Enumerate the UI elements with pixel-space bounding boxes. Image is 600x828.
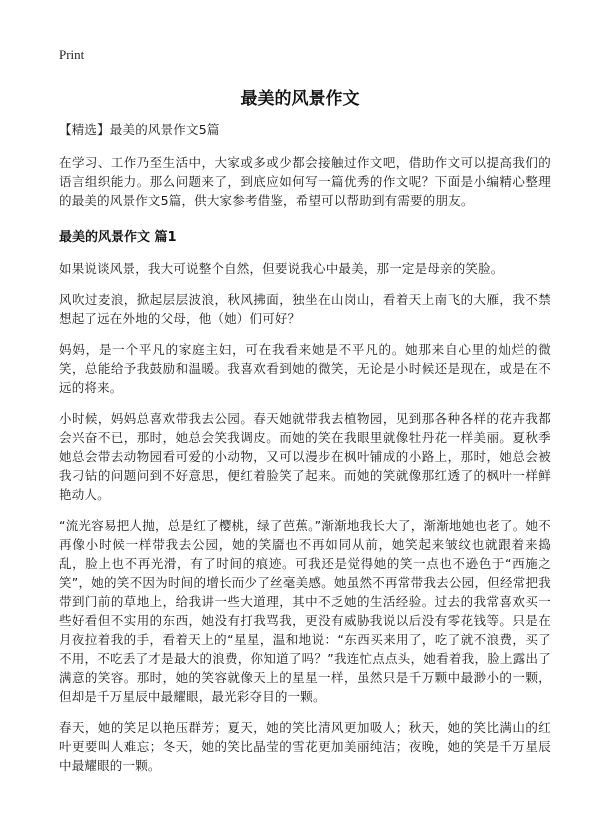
- paragraph-3: 妈妈，是一个平凡的家庭主妇，可在我看来她是不平凡的。她那来自心里的灿烂的微笑，总能给予我鼓励和温暖。我喜欢看到她的微笑，无论是小时候还是现在，或是在不远的将来。: [59, 342, 551, 395]
- article-body: [59, 120, 551, 787]
- section-heading: 最美的风景作文 篇1: [59, 230, 177, 245]
- print-link[interactable]: Print: [59, 47, 85, 62]
- paragraph-5: “流光容易把人抛，总是红了樱桃，绿了芭蕉。”渐渐地我长大了，渐渐地她也老了。她不再像小时候一样带我去公园，她的笑靥也不再如同从前，她笑起来皱纹也就跟着来捣乱，脸上也不再光滑，有了时间的痕迹。可我还是觉得她的笑一点也不逊色于“西施之笑”，她的笑不因为时间的增长而少了丝毫美感。她虽然不再常带我去公园，但经常把我带到门前的草地上，给我讲一些大道理，其中不乏她的生活经验。过去的我常喜欢买一些好看但不实用的东西，她没有打我骂我，更没有威胁我说以后没有零花钱等。只是在月夜拉着我的手，看着天上的“星星，温和地说：“东西买来用了，吃了就不浪费，买了不用，不吃丢了才是最大的浪费，你知道了吗？”我连忙点点头，她看着我，脸上露出了满意的笑容。那时，她的笑容就像天上的星星一样，虽然只是千万颗中最渺小的一颗，但却是千万星辰中最耀眼，最光彩夺目的一颗。: [59, 518, 551, 704]
- page-title: 最美的风景作文: [240, 89, 360, 109]
- paragraph-2: 风吹过麦浪，掀起层层波浪，秋风拂面，独坐在山岗山，看着天上南飞的大雁，我不禁想起了远在外地的父母，他（她）们可好？: [59, 292, 551, 326]
- paragraph-4: 小时候，妈妈总喜欢带我去公园。春天她就带我去植物园，见到那各种各样的花卉我都会兴奋不已，那时，她总会笑我调皮。而她的笑在我眼里就像牡丹花一样美丽。夏秋季她总会带去动物园看可爱的小动物，又可以漫步在枫叶铺成的小路上，那时，她总会被我刁钻的问题问到不好意思，便红着脸笑了起来。而她的笑就像那红透了的枫叶一样鲜艳动人。: [59, 411, 551, 502]
- paragraph-1: 如果说谈风景，我大可说整个自然，但要说我心中最美，那一定是母亲的笑脸。: [59, 261, 504, 276]
- paragraph-6: 春天，她的笑足以艳压群芳；夏天，她的笑比清风更加吸人；秋天，她的笑比满山的红叶更要叫人难忘；冬天，她的笑比晶莹的雪花更加美丽纯洁；夜晚，她的笑是千万星辰中最耀眼的一颗。: [59, 720, 551, 773]
- article-lead: 【精选】最美的风景作文5篇: [59, 122, 220, 137]
- intro-paragraph: 在学习、工作乃至生活中，大家或多或少都会接触过作文吧，借助作文可以提高我们的语言组织能力。那么问题来了，到底应如何写一篇优秀的作文呢？下面是小编精心整理的最美的风景作文5篇，供大家参考借鉴，希望可以帮助到有需要的朋友。: [59, 155, 551, 208]
